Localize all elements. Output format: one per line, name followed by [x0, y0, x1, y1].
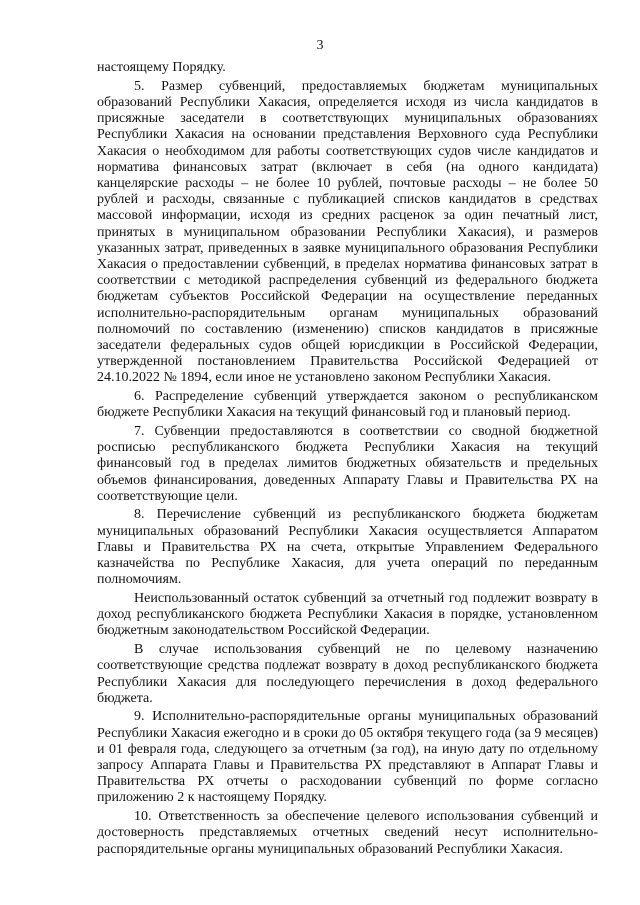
paragraph-5: 5. Размер субвенций, предоставляемых бюджетам муниципальных образований Республики Хакасия, определяется исходя из числа кандидатов в присяжные заседатели в соответствующих муниципальных образованиях Республики Хакасия на основании представления Верховного суда Республики Хакасия о необходимом для работы соответствующих судов числе кандидатов и норматива финансовых затрат (включает в себя (на одного кандидата) канцелярские расходы – не более 10 рублей, почтовые расходы – не более 50 рублей и расходы, связанные с публикацией списков кандидатов в средствах массовой информации, исходя из средних расценок за один печатный лист, принятых в муниципальном образовании Республики Хакасия), и размеров указанных затрат, приведенных в заявке муниципального образования Республики Хакасия о предоставлении субвенций, в пределах норматива финансовых затрат в соответствии с методикой распределения субвенций из федерального бюджета бюджетам субъектов Российской Федерации на осуществление переданных исполнительно-распорядительным органам муниципальных образований полномочий по составлению (изменению) списков кандидатов в присяжные заседатели федеральных судов общей юрисдикции в Российской Федерации, утвержденной постановлением Правительства Российской Федерацией от 24.10.2022 № 1894, если иное не установлено законом Республики Хакасия.	[97, 78, 598, 386]
paragraph-8-misuse: В случае использования субвенций не по целевому назначению соответствующие средства подлежат возврату в доход республиканского бюджета Республики Хакасия для последующего перечисления в доход федерального бюджета.	[97, 642, 598, 706]
paragraph-8: 8. Перечисление субвенций из республиканского бюджета бюджетам муниципальных образований Республики Хакасия осуществляется Аппаратом Главы и Правительства РХ на счета, открытые Управлением Федерального казначейства по Республике Хакасия, для учета операций по переданным полномочиям.	[97, 507, 598, 588]
paragraph-10: 10. Ответственность за обеспечение целевого использования субвенций и достоверность представляемых отчетных сведений несут исполнительно-распорядительные органы муниципальных образований Республики Хакасия.	[97, 809, 598, 857]
paragraph-9: 9. Исполнительно-распорядительные органы муниципальных образований Республики Хакасия ежегодно и в сроки до 05 октября текущего года (за 9 месяцев) и 01 февраля года, следующего за отчетным (за год), на иную дату по отдельному запросу Аппарата Главы и Правительства РХ представляют в Аппарат Главы и Правительства РХ отчеты о расходовании субвенций по форме согласно приложению 2 к настоящему Порядку.	[97, 709, 598, 806]
paragraph-8-unused-balance: Неиспользованный остаток субвенций за отчетный год подлежит возврату в доход республиканского бюджета Республики Хакасия в порядке, установленном бюджетным законодательством Российской Федерации.	[97, 591, 598, 639]
paragraph-continuation: настоящему Порядку.	[97, 60, 226, 75]
document-body	[97, 60, 598, 860]
page-number: 3	[316, 38, 324, 53]
paragraph-7: 7. Субвенции предоставляются в соответствии со сводной бюджетной росписью республиканского бюджета Республики Хакасия на текущий финансовый год в пределах лимитов бюджетных обязательств и предельных объемов финансирования, доведенных Аппарату Главы и Правительства РХ на соответствующие цели.	[97, 423, 598, 504]
paragraph-6: 6. Распределение субвенций утверждается законом о республиканском бюджете Республики Хакасия на текущий финансовый год и плановый период.	[97, 389, 598, 421]
